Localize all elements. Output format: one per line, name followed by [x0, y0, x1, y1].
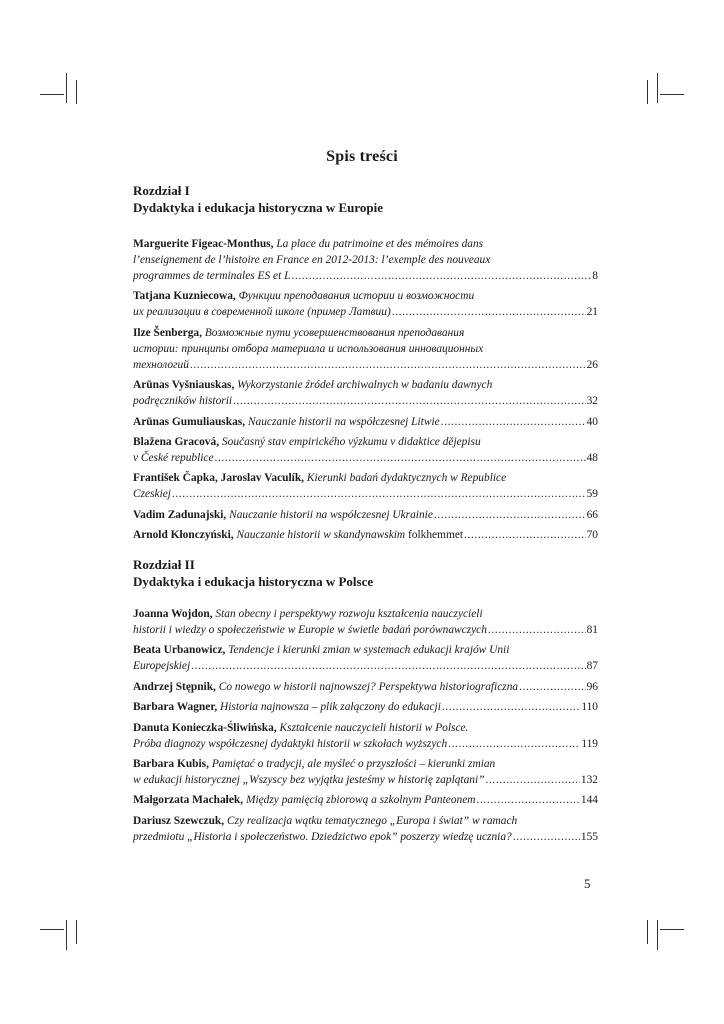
toc-entry-line	[133, 252, 598, 268]
toc-entry-line	[133, 377, 598, 393]
author-name: Arūnas Gumuliauskas,	[133, 415, 246, 428]
page-ref: 48	[586, 451, 598, 464]
dot-leader	[486, 772, 580, 788]
toc-entry-last-line	[133, 507, 598, 523]
dot-leader	[215, 450, 586, 466]
toc-entry[interactable]	[133, 288, 598, 320]
title-text: programmes de terminales ES et L	[133, 270, 291, 282]
toc-entry-last-line	[133, 829, 598, 845]
title-text: Czy realizacja wątku tematycznego „Europa i świat” w ramach	[226, 814, 518, 827]
toc-entry-last-line	[133, 736, 598, 752]
author-name: Tatjana Kuzniecowa,	[133, 290, 236, 303]
toc-entry-text	[133, 772, 485, 788]
toc-entry-line	[133, 720, 598, 736]
toc-entry-line	[133, 341, 598, 357]
toc-entry-text	[133, 527, 463, 543]
title-text: La place du patrimoine et des mémoires dans	[276, 238, 484, 250]
page-ref: 144	[580, 794, 598, 807]
toc-entry-text	[133, 792, 476, 808]
author-name: Ilze Šenberga,	[133, 326, 202, 339]
author-name: Beata Urbanowicz,	[133, 644, 226, 657]
title-text: Nauczanie historii na współczesnej Litwie	[247, 415, 440, 428]
chapter-title: Dydaktyka i edukacja historyczna w Europie	[133, 200, 384, 215]
toc-entry-line	[133, 325, 598, 341]
page-ref: 119	[581, 737, 598, 750]
toc-entry[interactable]	[133, 377, 598, 409]
title-text: Historia najnowsza – plik załączony do edukacji	[220, 701, 441, 714]
toc-entry-last-line	[133, 679, 598, 695]
toc-entry-text	[133, 304, 391, 320]
title-text: Kształcenie nauczycieli historii w Polsce.	[279, 721, 469, 734]
author-name: Danuta Konieczka-Śliwińska,	[133, 721, 277, 734]
title-text: Současný stav empirického výzkumu v didaktice dějepisu	[221, 435, 481, 448]
toc-entry-last-line	[133, 304, 598, 320]
dot-leader	[172, 486, 586, 502]
author-name: Blažena Gracová,	[133, 435, 220, 448]
chapter-heading-1	[133, 182, 383, 216]
title-text: Europejskiej	[133, 660, 191, 673]
title-text: w edukacji historycznej „Wszyscy bez wyjątku jesteśmy w historię zaplątani”	[133, 773, 485, 786]
toc-entry-last-line	[133, 393, 598, 409]
page-ref: 87	[586, 660, 598, 673]
page-ref: 81	[586, 624, 598, 636]
title-text: технологий	[133, 358, 189, 371]
title-text: Między pamięcią zbiorową a szkolnym Panteonem	[245, 794, 476, 807]
page-ref: 8	[592, 270, 598, 282]
toc-entry[interactable]	[133, 679, 598, 695]
title-text: их реализации в современной школе (пример Латвии)	[133, 306, 391, 319]
chapter-heading-2	[133, 556, 373, 590]
title-suffix: folkhemmet	[408, 529, 464, 542]
page-ref: 132	[580, 773, 598, 786]
toc-entry-last-line	[133, 772, 598, 788]
author-name: Małgorzata Machałek,	[133, 794, 244, 807]
author-name: Barbara Kubis,	[133, 757, 209, 770]
toc-entry-text	[133, 486, 171, 502]
toc-entry-text	[133, 736, 447, 752]
toc-entry-text	[133, 450, 214, 466]
toc-entry[interactable]	[133, 236, 598, 284]
page-title: Spis treści	[326, 148, 398, 165]
title-text: Wykorzystanie źródeł archiwalnych w badaniu dawnych	[237, 379, 493, 392]
page-ref: 32	[586, 395, 598, 408]
toc-entry[interactable]	[133, 606, 598, 638]
title-text: Возможные пути усовершенствования преподавания	[204, 326, 465, 339]
toc-entry[interactable]	[133, 414, 598, 430]
toc-entry-last-line	[133, 622, 598, 638]
toc-entry[interactable]	[133, 720, 598, 752]
dot-leader	[233, 393, 586, 409]
toc-entry-last-line	[133, 450, 598, 466]
toc-entry-line	[133, 288, 598, 304]
toc-entry-text	[133, 679, 518, 695]
title-text: v České republice	[133, 451, 214, 464]
author-name: Vadim Zadunajski,	[133, 508, 227, 521]
toc-entry[interactable]	[133, 699, 598, 715]
toc-entry-line	[133, 813, 598, 829]
toc-entry[interactable]	[133, 813, 598, 845]
dot-leader	[190, 357, 586, 373]
dot-leader	[464, 527, 586, 543]
toc-entry[interactable]	[133, 792, 598, 808]
author-name: Barbara Wagner,	[133, 701, 218, 714]
toc-entry[interactable]	[133, 325, 598, 373]
toc-entry-last-line	[133, 658, 598, 674]
toc-entry[interactable]	[133, 642, 598, 674]
page-ref: 59	[586, 488, 598, 501]
title-text: Функции преподавания истории и возможности	[238, 290, 475, 303]
chapter-title: Dydaktyka i edukacja historyczna w Polsce	[133, 574, 374, 589]
title-text: Czeskiej	[133, 488, 171, 501]
dot-leader	[477, 792, 580, 808]
page-number: 5	[584, 876, 591, 891]
dot-leader	[519, 679, 586, 695]
title-text: Nauczanie historii na współczesnej Ukrainie	[229, 508, 433, 521]
title-text: Próba diagnozy współczesnej dydaktyki historii w szkołach wyższych	[133, 737, 448, 750]
page-ref: 96	[586, 680, 598, 693]
toc-entry[interactable]	[133, 756, 598, 788]
page-ref: 110	[581, 701, 598, 714]
title-text: Nauczanie historii w skandynawskim	[236, 529, 406, 542]
title-text: Kierunki badań dydaktycznych w Republice	[306, 472, 507, 485]
dot-leader	[392, 304, 586, 320]
toc-entry-last-line	[133, 699, 598, 715]
page-ref: 66	[586, 508, 598, 521]
dot-leader	[488, 622, 586, 638]
title-text: Pamiętać o tradycji, ale myśleć o przyszłości – kierunki zmian	[211, 757, 496, 770]
toc-entry-text	[133, 507, 433, 523]
toc-entry-line	[133, 642, 598, 658]
toc-entry-text	[133, 829, 512, 845]
title-text: Co nowego w historii najnowszej? Perspektywa historiograficzna	[218, 680, 519, 693]
author-name: Dariusz Szewczuk,	[133, 814, 225, 827]
toc-entry-line	[133, 470, 598, 486]
dot-leader	[442, 699, 580, 715]
toc-entry-line	[133, 606, 598, 622]
toc-entry[interactable]	[133, 470, 598, 502]
toc-entry-text	[133, 699, 441, 715]
author-name: Joanna Wojdon,	[133, 608, 213, 620]
title-text: podręczników historii	[133, 395, 233, 408]
dot-leader	[434, 507, 586, 523]
toc-entry[interactable]	[133, 507, 598, 523]
page-ref: 40	[586, 415, 598, 428]
dot-leader	[291, 268, 591, 284]
title-text: Stan obecny i perspektywy rozwoju kształcenia nauczycieli	[215, 608, 483, 620]
toc-entry-line	[133, 236, 598, 252]
dot-leader	[441, 414, 586, 430]
toc-entry-last-line	[133, 486, 598, 502]
title-text: истории: принципы отбора материала и использования инновационных	[133, 342, 484, 355]
chapter-1-entries	[133, 236, 598, 548]
toc-entry-last-line	[133, 268, 598, 284]
toc-entry-text	[133, 658, 190, 674]
author-name: Arnold Kłonczyński,	[133, 529, 234, 542]
author-name: Arūnas Vyšniauskas,	[133, 379, 235, 392]
toc-entry-last-line	[133, 792, 598, 808]
chapter-number: Rozdział I	[133, 183, 190, 198]
dot-leader	[448, 736, 580, 752]
toc-entry-text	[133, 622, 487, 638]
author-name: Marguerite Figeac-Monthus,	[133, 238, 274, 250]
toc-entry-line	[133, 434, 598, 450]
toc-entry-last-line	[133, 527, 598, 543]
toc-entry[interactable]	[133, 527, 598, 543]
toc-entry-last-line	[133, 414, 598, 430]
author-name: Andrzej Stępnik,	[133, 680, 216, 693]
page-ref: 26	[586, 358, 598, 371]
toc-entry-text	[133, 414, 440, 430]
page-ref: 155	[580, 830, 598, 843]
toc-entry-last-line	[133, 357, 598, 373]
toc-entry-line	[133, 756, 598, 772]
title-text: historii i wiedzy o społeczeństwie w Europie w świetle badań porównawczych	[133, 624, 487, 636]
toc-entry[interactable]	[133, 434, 598, 466]
toc-entry-text	[133, 357, 189, 373]
toc-entry-text	[133, 268, 290, 284]
dot-leader	[513, 829, 580, 845]
chapter-2-entries	[133, 606, 598, 849]
page-ref: 21	[586, 306, 598, 319]
title-text: Tendencje i kierunki zmian w systemach edukacji krajów Unii	[228, 644, 510, 657]
toc-entry-text	[133, 393, 232, 409]
dot-leader	[191, 658, 585, 674]
title-text: przedmiotu „Historia i społeczeństwo. Dziedzictwo epok” poszerzy wiedzę ucznia?	[133, 830, 512, 843]
author-name: František Čapka, Jaroslav Vaculík,	[133, 472, 304, 485]
page-ref: 70	[586, 529, 598, 542]
title-text: l’enseignement de l’histoire en France en 2012-2013: l’exemple des nouveaux	[133, 254, 491, 266]
chapter-number: Rozdział II	[133, 557, 195, 572]
